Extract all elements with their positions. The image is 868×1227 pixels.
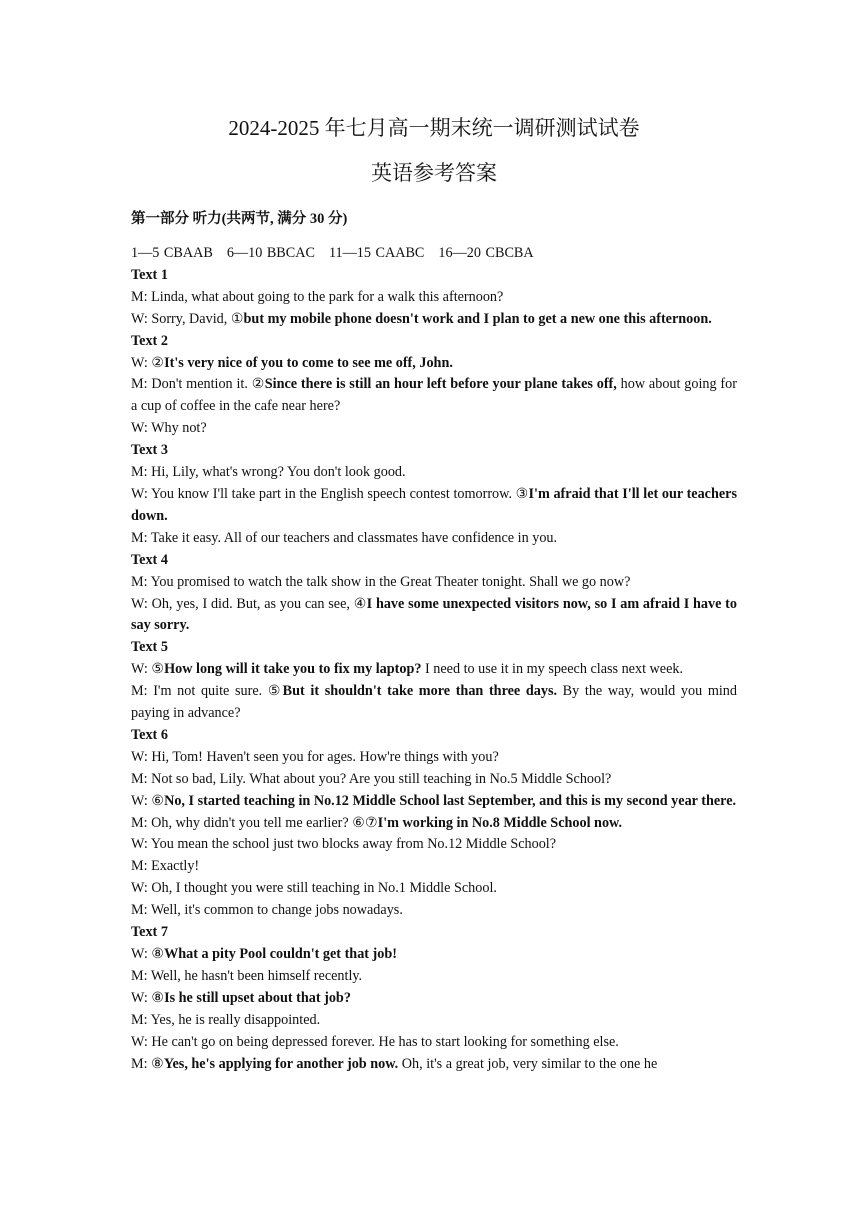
dialogue-text: M: Don't mention it. ② <box>131 376 265 393</box>
dialogue-line <box>131 287 737 309</box>
dialogue-line <box>131 681 737 725</box>
dialogue-line <box>131 769 737 791</box>
dialogue-line <box>131 944 737 966</box>
answer-highlight: I'm afraid that I'll let our teachers down. <box>131 485 737 524</box>
answer-group: 6—10 BBCAC <box>226 245 315 261</box>
dialogue-text: W: You know I'll take part in the English speech contest tomorrow. ③ <box>131 485 529 502</box>
dialogue-text: W: You mean the school just two blocks away from No.12 Middle School? <box>131 836 557 853</box>
dialogue-line <box>131 594 737 638</box>
dialogue-line <box>131 659 737 681</box>
dialogue-line <box>131 1032 737 1054</box>
answer-highlight: It's very nice of you to come to see me off, John. <box>164 354 453 371</box>
dialogue-line <box>131 1054 737 1076</box>
text-label: Text 5 <box>131 639 168 656</box>
answer-highlight: I'm working in No.8 Middle School now. <box>377 814 623 831</box>
listening-transcripts <box>131 265 737 1076</box>
dialogue-line <box>131 834 737 856</box>
document-subtitle: 英语参考答案 <box>371 161 497 185</box>
answer-highlight: No, I started teaching in No.12 Middle School last September, and this is my second year there. <box>164 792 737 809</box>
dialogue-line <box>131 374 737 418</box>
dialogue-text: I need to use it in my speech class next week. <box>421 661 684 678</box>
answer-highlight: but my mobile phone doesn't work and I plan to get a new one this afternoon. <box>243 310 712 327</box>
dialogue-text: W: ⑥ <box>131 792 165 809</box>
dialogue-text: Oh, it's a great job, very similar to the one he <box>398 1055 658 1072</box>
text-label: Text 4 <box>131 551 168 568</box>
dialogue-line <box>131 966 737 988</box>
dialogue-text: M: Exactly! <box>131 858 200 875</box>
dialogue-line <box>131 878 737 900</box>
answer-highlight: Since there is still an hour left before your plane takes off, <box>264 376 617 393</box>
dialogue-line <box>131 309 737 331</box>
dialogue-line <box>131 418 737 440</box>
dialogue-line <box>131 856 737 878</box>
answer-group: 1—5 CBAAB <box>131 245 213 261</box>
dialogue-line <box>131 572 737 594</box>
text-label: Text 2 <box>131 332 168 349</box>
dialogue-text: M: Yes, he is really disappointed. <box>131 1011 321 1028</box>
dialogue-text: M: ⑧ <box>131 1055 164 1072</box>
answer-group: 11—15 CAABC <box>328 245 425 261</box>
dialogue-text: how about going for a cup of coffee in the cafe near here? <box>131 376 737 415</box>
dialogue-text: M: Well, he hasn't been himself recently. <box>131 967 363 984</box>
dialogue-text: W: Why not? <box>131 420 207 437</box>
dialogue-text: M: Well, it's common to change jobs nowadays. <box>131 902 403 919</box>
dialogue-text: W: ② <box>131 354 165 371</box>
dialogue-line <box>131 791 737 813</box>
dialogue-text: W: Oh, I thought you were still teaching in No.1 Middle School. <box>131 880 497 897</box>
answer-content <box>131 208 737 1075</box>
dialogue-text: M: You promised to watch the talk show in the Great Theater tonight. Shall we go now? <box>131 573 631 590</box>
dialogue-text: M: I'm not quite sure. ⑤ <box>131 683 283 700</box>
answer-highlight: How long will it take you to fix my laptop? <box>164 661 422 678</box>
text-label: Text 7 <box>131 924 168 941</box>
dialogue-text: W: He can't go on being depressed forever. He has to start looking for something else. <box>131 1033 619 1050</box>
answer-highlight: Yes, he's applying for another job now. <box>163 1055 399 1072</box>
dialogue-text: W: Hi, Tom! Haven't seen you for ages. How're things with you? <box>131 748 499 765</box>
document-title: 2024-2025 年七月高一期末统一调研测试试卷 <box>228 116 640 140</box>
answer-highlight: Is he still upset about that job? <box>164 989 351 1006</box>
answer-group: 16—20 CBCBA <box>438 245 534 261</box>
dialogue-text: W: ⑧ <box>131 989 165 1006</box>
answer-highlight: I have some unexpected visitors now, so I am afraid I have to say sorry. <box>131 595 737 634</box>
dialogue-line <box>131 747 737 769</box>
dialogue-text: M: Not so bad, Lily. What about you? Are you still teaching in No.5 Middle School? <box>131 770 612 787</box>
dialogue-line <box>131 462 737 484</box>
dialogue-text: W: Oh, yes, I did. But, as you can see, ④ <box>131 595 367 612</box>
dialogue-text: By the way, would you mind paying in advance? <box>131 683 737 722</box>
dialogue-text: M: Hi, Lily, what's wrong? You don't look good. <box>131 464 406 481</box>
section-heading: 第一部分 听力(共两节, 满分 30 分) <box>131 211 348 227</box>
dialogue-text: W: ⑧ <box>131 946 165 962</box>
dialogue-line <box>131 900 737 922</box>
text-label: Text 6 <box>131 726 168 743</box>
dialogue-text: W: Sorry, David, ① <box>131 310 244 327</box>
dialogue-text: M: Oh, why didn't you tell me earlier? ⑥⑦ <box>131 814 378 831</box>
dialogue-line <box>131 1010 737 1032</box>
answer-highlight: But it shouldn't take more than three days. <box>282 683 558 700</box>
dialogue-line <box>131 988 737 1010</box>
answer-key <box>131 243 737 265</box>
dialogue-line <box>131 813 737 835</box>
dialogue-text: M: Linda, what about going to the park for a walk this afternoon? <box>131 288 504 305</box>
dialogue-text: W: ⑤ <box>131 661 165 678</box>
answer-highlight: What a pity Pool couldn't get that job! <box>164 946 397 962</box>
dialogue-line <box>131 528 737 550</box>
dialogue-line <box>131 484 737 528</box>
text-label: Text 3 <box>131 442 168 459</box>
dialogue-text: M: Take it easy. All of our teachers and classmates have confidence in you. <box>131 529 558 546</box>
dialogue-line <box>131 353 737 375</box>
text-label: Text 1 <box>131 266 168 283</box>
